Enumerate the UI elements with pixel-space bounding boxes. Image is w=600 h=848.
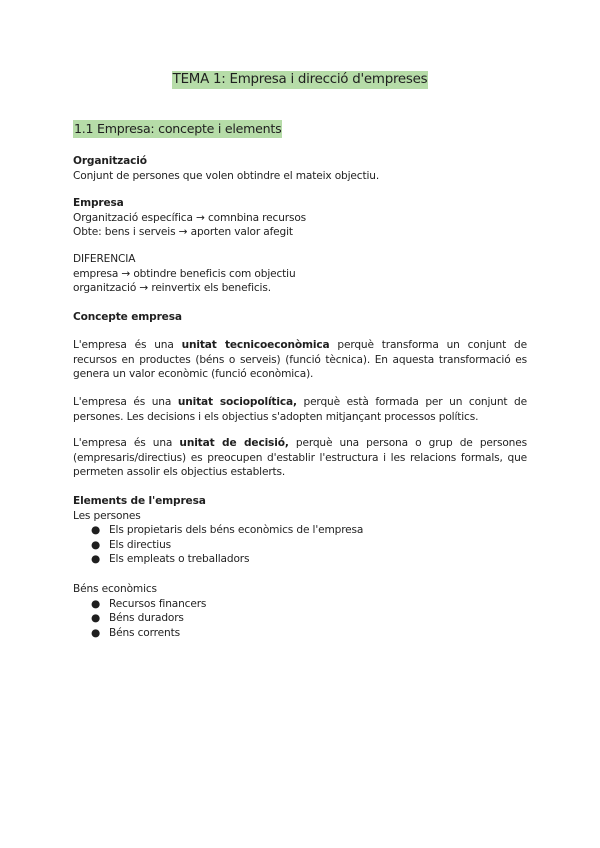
list-item-text: Béns duradors	[109, 612, 184, 625]
paragraph-2-bold: unitat sociopolítica,	[177, 396, 297, 408]
paragraph-3-pre: L'empresa és una	[73, 437, 180, 449]
bens-label: Béns econòmics	[73, 583, 157, 595]
bens-list	[73, 597, 527, 641]
persones-label: Les persones	[73, 509, 141, 522]
paragraph-1-bold: unitat tecnicoeconòmica	[181, 339, 330, 351]
section-heading	[73, 121, 282, 136]
bullet-icon: ●	[91, 553, 101, 566]
concepte-heading-block	[73, 310, 527, 325]
elements-block	[73, 494, 527, 567]
concepte-paragraph-1	[73, 338, 527, 382]
bullet-icon: ●	[91, 612, 101, 625]
empresa-block	[73, 196, 527, 240]
list-item-text: Els propietaris dels béns econòmics de l'empresa	[109, 524, 364, 537]
paragraph-3-bold: unitat de decisió,	[179, 437, 289, 449]
paragraph-2-pre: L'empresa és una	[73, 396, 178, 408]
empresa-line-2: Obte: bens i serveis → aporten valor afegit	[73, 226, 293, 239]
list-item-text: Recursos financers	[109, 597, 207, 610]
concepte-paragraph-3	[73, 436, 527, 480]
concepte-paragraph-2	[73, 395, 527, 424]
empresa-line-1: Organització específica → comnbina recursos	[73, 211, 307, 224]
diferencia-block	[73, 252, 527, 296]
bullet-icon: ●	[91, 538, 101, 551]
list-item-text: Béns corrents	[109, 626, 180, 639]
elements-heading: Elements de l'empresa	[73, 495, 206, 507]
list-item	[73, 552, 527, 567]
diferencia-heading: DIFERENCIA	[73, 253, 136, 265]
bens-block	[73, 582, 527, 640]
organitzacio-block	[73, 154, 527, 183]
empresa-heading: Empresa	[73, 197, 124, 209]
bullet-icon: ●	[91, 626, 101, 639]
diferencia-line-1: empresa → obtindre beneficis com objectiu	[73, 267, 296, 280]
bullet-icon: ●	[91, 597, 101, 610]
concepte-heading: Concepte empresa	[73, 311, 182, 323]
list-item	[73, 523, 527, 538]
list-item-text: Els directius	[109, 538, 172, 551]
list-item	[73, 626, 527, 641]
organitzacio-text: Conjunt de persones que volen obtindre el mateix objectiu.	[73, 169, 380, 182]
paragraph-1-pre: L'empresa és una	[73, 339, 182, 351]
paragraph-1-post: perquè transforma un conjunt de recursos en productes (béns o serveis) (funció tècnica). En aquesta transformació es genera un valor econòmic (funció econòmica).	[73, 339, 527, 381]
organitzacio-heading: Organització	[73, 155, 147, 167]
paragraph-2-post: perquè està formada per un conjunt de persones. Les decisions i els objectius s'adopten mitjançant processos polítics.	[73, 396, 527, 423]
list-item-text: Els empleats o treballadors	[109, 553, 250, 566]
list-item	[73, 538, 527, 553]
diferencia-line-2: organització → reinvertix els beneficis.	[73, 282, 271, 295]
title-container	[0, 68, 600, 87]
section-heading-text: 1.1 Empresa: concepte i elements	[74, 121, 282, 136]
paragraph-3-post: perquè una persona o grup de persones (empresaris/directius) es preocupen d'establir l'estructura i les relacions formals, que permeten assolir els objectius establerts.	[73, 437, 527, 479]
bullet-icon: ●	[91, 524, 101, 537]
list-item	[73, 597, 527, 612]
page-title: TEMA 1: Empresa i direcció d'empreses	[172, 72, 428, 87]
persones-list	[73, 523, 527, 567]
list-item	[73, 611, 527, 626]
